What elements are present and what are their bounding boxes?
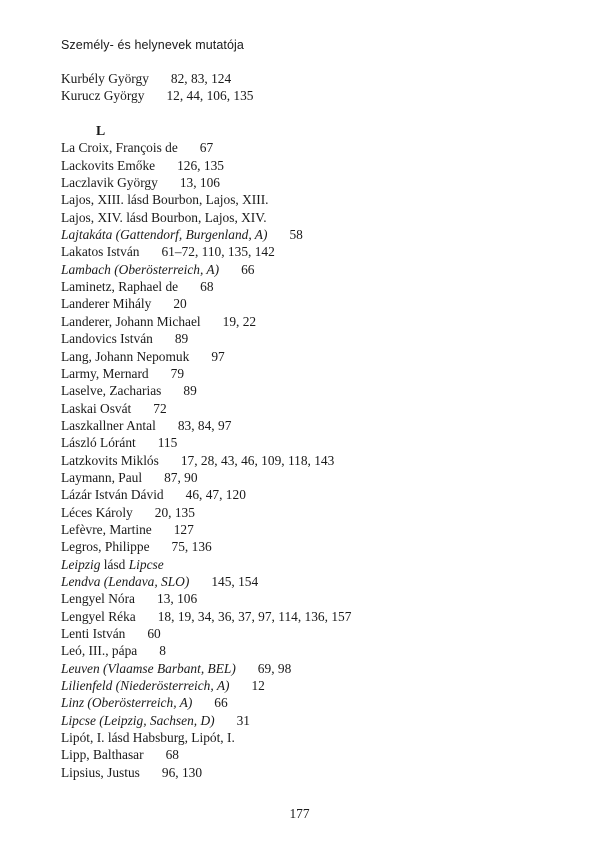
section-gap [61, 105, 581, 122]
index-entry [61, 573, 581, 590]
index-entry [61, 642, 581, 659]
index-entry [61, 712, 581, 729]
entry-pages: 20, 135 [154, 504, 195, 520]
entry-pages: 68 [165, 747, 179, 763]
entry-name: Lipp, Balthasar [61, 747, 144, 763]
index-entry [61, 139, 581, 156]
entry-name: Landovics István [61, 331, 153, 347]
index-entry [61, 209, 581, 226]
entry-pages: 89 [174, 331, 189, 347]
index-entry [61, 87, 581, 104]
entry-name: Lázár István Dávid [61, 487, 164, 503]
entry-pages: 72 [153, 400, 167, 416]
entry-pages: 75, 136 [171, 539, 212, 555]
entry-name: Laszkallner Antal [61, 417, 156, 433]
index-entry [61, 660, 581, 677]
index-entry [61, 330, 581, 347]
entry-name: Leó, III., pápa [61, 643, 138, 659]
index-entry [61, 486, 581, 503]
entry-pages: 19, 22 [222, 313, 257, 329]
index-entry [61, 261, 581, 278]
entry-pages: 82, 83, 124 [170, 71, 232, 86]
entry-name: Laczlavik György [61, 175, 158, 191]
index-entry [61, 243, 581, 260]
index-entry [61, 174, 581, 191]
index-entry [61, 313, 581, 330]
index-entry [61, 70, 581, 87]
entry-pages: 89 [183, 383, 197, 399]
index-entry [61, 452, 581, 469]
index-entry [61, 625, 581, 642]
index-entry [61, 504, 581, 521]
entry-name: Lendva (Lendava, SLO) [61, 573, 190, 589]
entry-name: Laymann, Paul [61, 469, 143, 485]
index-entry [61, 157, 581, 174]
index-entry [61, 382, 581, 399]
entry-pages: 31 [236, 712, 250, 728]
entry-name: Léces Károly [61, 504, 133, 520]
index-entries [61, 70, 581, 781]
entry-name: Lipcse (Leipzig, Sachsen, D) [61, 712, 215, 728]
entry-pages: 69, 98 [257, 660, 292, 676]
entry-pages: 13, 106 [179, 175, 220, 191]
entry-name-part: lásd [100, 556, 129, 572]
running-header: Személy- és helynevek mutatója [61, 38, 244, 52]
index-entry [61, 469, 581, 486]
entry-name: Lajos, XIV. lásd Bourbon, Lajos, XIV. [61, 209, 267, 225]
entry-name: Lenti István [61, 626, 126, 641]
entry-name: Lang, Johann Nepomuk [61, 348, 190, 364]
entry-name: Lengyel Réka [61, 608, 136, 624]
entry-pages: 61–72, 110, 135, 142 [161, 244, 275, 260]
index-entry [61, 729, 581, 746]
index-entry [61, 400, 581, 417]
entry-pages: 96, 130 [161, 764, 203, 780]
index-entry [61, 764, 581, 781]
entry-name: Laselve, Zacharias [61, 383, 162, 399]
entry-name: Kurucz György [61, 88, 145, 104]
entry-name: Larmy, Mernard [61, 365, 149, 381]
entry-pages: 17, 28, 43, 46, 109, 118, 143 [180, 452, 335, 468]
index-entry [61, 434, 581, 451]
entry-pages: 68 [200, 279, 214, 295]
index-entry [61, 348, 581, 365]
index-entry [61, 608, 581, 625]
index-entry [61, 295, 581, 312]
index-entry [61, 417, 581, 434]
entry-name: Kurbély György [61, 71, 149, 86]
entry-pages: 46, 47, 120 [185, 487, 246, 503]
entry-pages: 79 [170, 365, 185, 381]
index-entry [61, 538, 581, 555]
entry-pages: 87, 90 [164, 469, 198, 485]
index-entry [61, 677, 581, 694]
entry-name: Laskai Osvát [61, 400, 132, 416]
entry-pages: 20 [173, 296, 187, 312]
entry-pages: 13, 106 [157, 591, 198, 607]
entry-name-part: Lipcse [128, 556, 164, 572]
entry-pages: 12, 44, 106, 135 [166, 88, 254, 104]
page-number: 177 [289, 806, 310, 821]
entry-name: Lambach (Oberösterreich, A) [61, 261, 220, 277]
entry-pages: 66 [241, 261, 255, 277]
entry-name: Lengyel Nóra [61, 591, 135, 607]
index-entry [61, 521, 581, 538]
entry-pages: 67 [199, 140, 214, 156]
entry-pages: 58 [289, 227, 303, 243]
entry-pages: 115 [157, 435, 178, 451]
entry-pages: 127 [173, 521, 194, 537]
entry-name: Linz (Oberösterreich, A) [61, 695, 193, 711]
entry-pages: 83, 84, 97 [177, 417, 232, 433]
entry-name: Leuven (Vlaamse Barbant, BEL) [61, 660, 236, 676]
entry-name: Lakatos István [61, 244, 140, 260]
index-entry [61, 556, 581, 573]
entry-name: Lefèvre, Martine [61, 521, 152, 537]
entry-name: Lajos, XIII. lásd Bourbon, Lajos, XIII. [61, 192, 269, 208]
entry-pages: 12 [251, 678, 265, 694]
entry-name: Lipsius, Justus [61, 764, 140, 780]
index-entry [61, 226, 581, 243]
index-entry [61, 191, 581, 208]
entry-pages: 60 [147, 626, 161, 641]
index-entry [61, 365, 581, 382]
entry-name: Lipót, I. lásd Habsburg, Lipót, I. [61, 730, 235, 746]
entry-name: Lajtakáta (Gattendorf, Burgenland, A) [61, 227, 268, 243]
index-entry [61, 694, 581, 711]
entry-name: La Croix, François de [61, 140, 178, 156]
index-entry [61, 590, 581, 607]
entry-name: Lilienfeld (Niederösterreich, A) [61, 678, 230, 694]
index-entry [61, 746, 581, 763]
entry-name-part: Leipzig [61, 556, 101, 572]
entry-name: Latzkovits Miklós [61, 452, 159, 468]
entry-name: Landerer, Johann Michael [61, 313, 201, 329]
entry-name: Lackovits Emőke [61, 157, 156, 173]
index-entry [61, 278, 581, 295]
entry-pages: 66 [214, 695, 228, 711]
entry-name: Legros, Philippe [61, 539, 150, 555]
entry-pages: 8 [159, 643, 166, 659]
entry-name: Laminetz, Raphael de [61, 279, 179, 295]
entry-pages: 145, 154 [211, 573, 259, 589]
entry-name: Landerer Mihály [61, 296, 152, 312]
entry-name: László Lóránt [61, 435, 136, 451]
section-letter-heading: L [96, 123, 106, 139]
entry-pages: 18, 19, 34, 36, 37, 97, 114, 136, 157 [157, 608, 352, 624]
entry-pages: 126, 135 [177, 157, 224, 173]
entry-pages: 97 [211, 348, 225, 364]
